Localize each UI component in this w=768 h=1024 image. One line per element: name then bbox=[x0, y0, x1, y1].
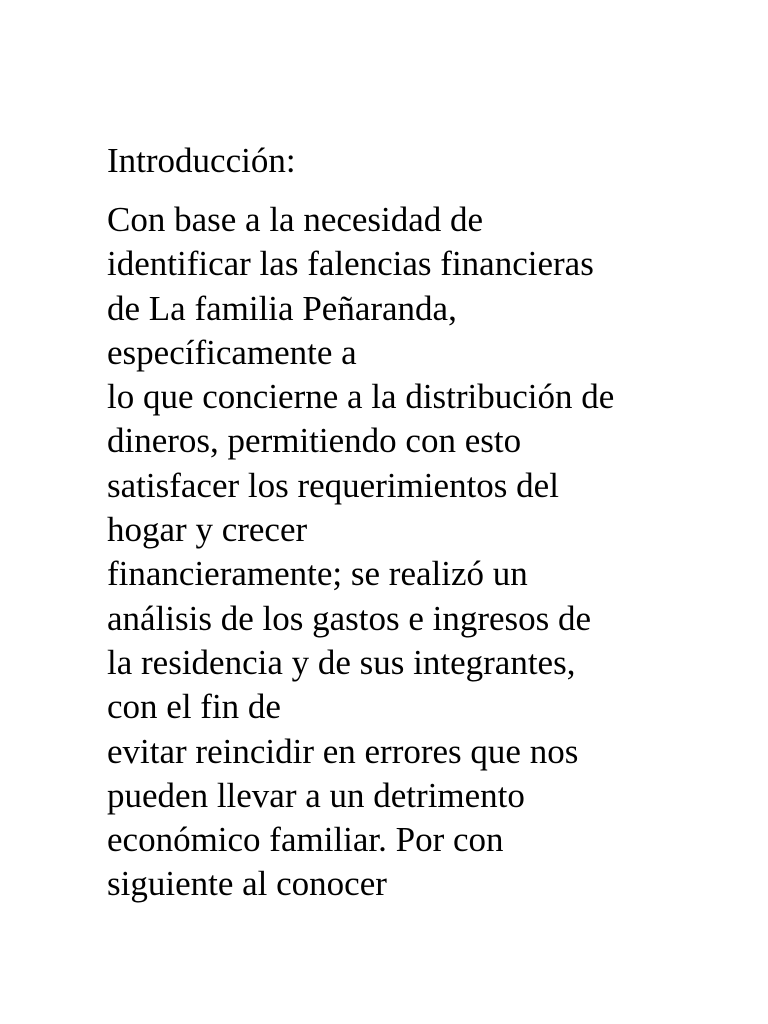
text-line: siguiente al conocer bbox=[107, 864, 387, 904]
text-line: análisis de los gastos e ingresos de bbox=[107, 598, 592, 638]
text-line: económico familiar. Por con bbox=[107, 820, 504, 860]
text-line: pueden llevar a un detrimento bbox=[107, 775, 525, 815]
text-line: identificar las falencias financieras bbox=[107, 244, 594, 284]
text-line: específicamente a bbox=[107, 332, 357, 372]
text-line: Con base a la necesidad de bbox=[107, 200, 484, 239]
text-line: satisfacer los requerimientos del bbox=[107, 465, 559, 505]
text-line: hogar y crecer bbox=[107, 510, 308, 550]
text-line: con el fin de bbox=[107, 687, 281, 727]
document-body bbox=[107, 198, 757, 907]
text-line: lo que concierne a la distribución de bbox=[107, 377, 615, 417]
text-line: dineros, permitiendo con esto bbox=[107, 421, 522, 461]
text-line: evitar reincidir en errores que nos bbox=[107, 731, 579, 771]
document-heading: Introducción: bbox=[107, 141, 296, 180]
text-line: financieramente; se realizó un bbox=[107, 554, 528, 594]
text-line: de La familia Peñaranda, bbox=[107, 288, 457, 328]
text-line: la residencia y de sus integrantes, bbox=[107, 642, 576, 682]
